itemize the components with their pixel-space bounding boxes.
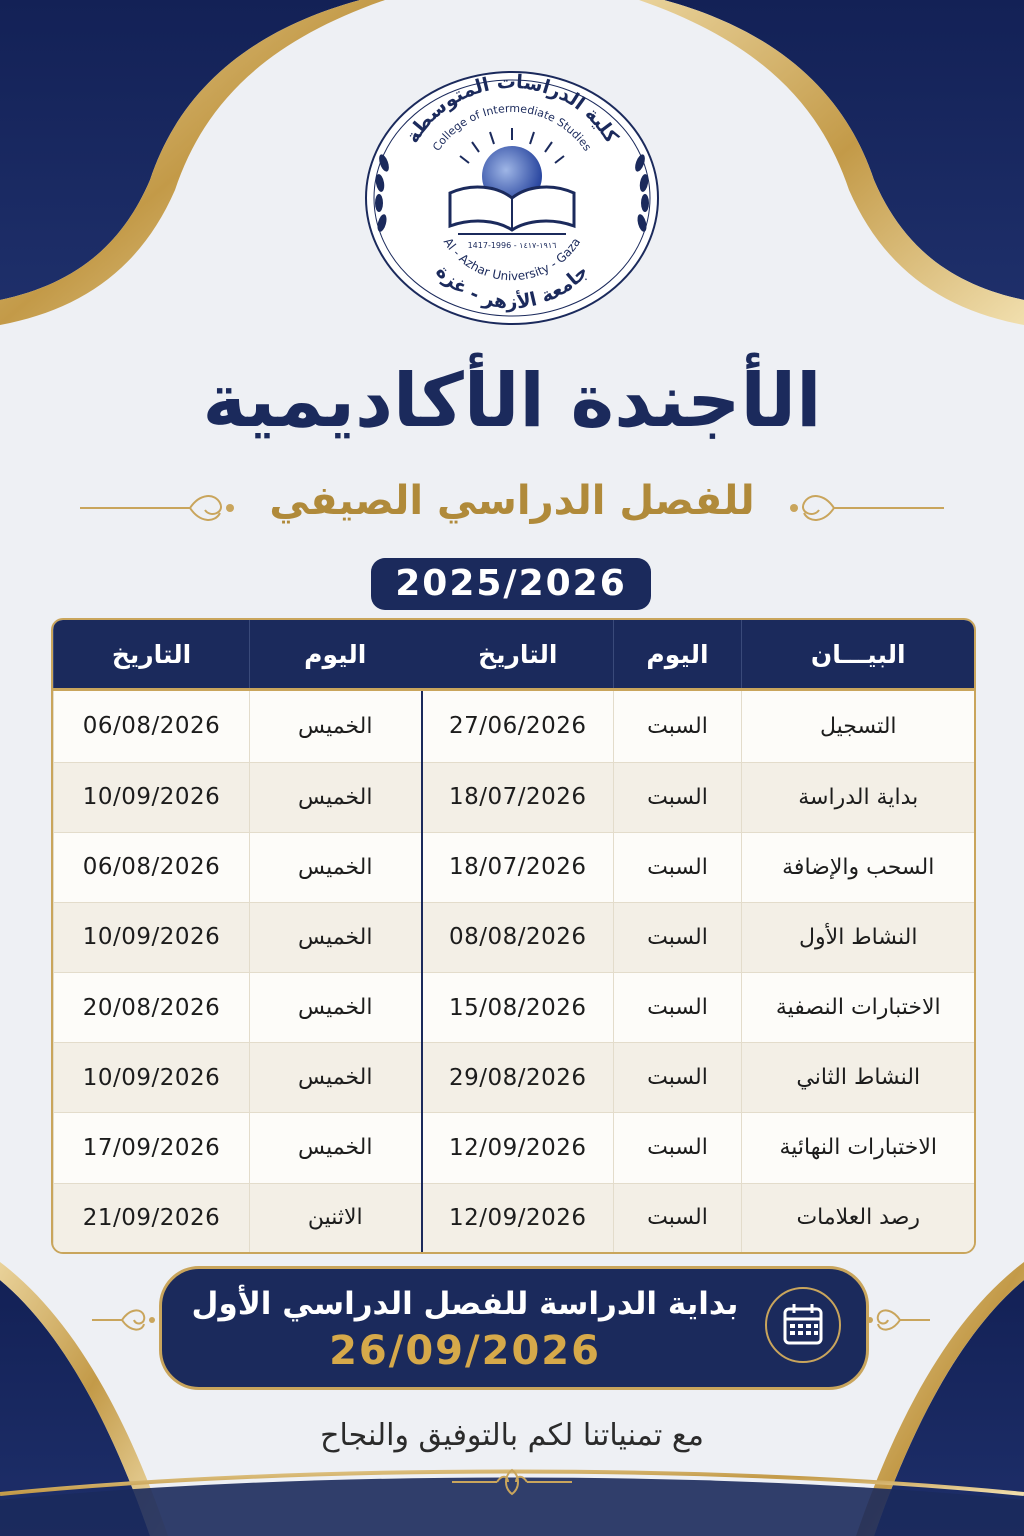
table-header-row [54, 620, 975, 690]
event-name: النشاط الثاني [742, 1043, 975, 1113]
end-day: الخميس [250, 690, 422, 763]
end-date: 10/09/2026 [54, 1043, 250, 1113]
end-date: 06/08/2026 [54, 690, 250, 763]
event-name: التسجيل [742, 690, 975, 763]
ornament-banner-left-icon [92, 1296, 156, 1344]
svg-text:College of Intermediate Studie: College of Intermediate Studies [430, 101, 594, 154]
banner-text: بداية الدراسة للفصل الدراسي الأول [191, 1286, 739, 1322]
end-day: الخميس [250, 762, 422, 832]
table-row [54, 762, 975, 832]
end-date: 10/09/2026 [54, 762, 250, 832]
event-name: الاختبارات النصفية [742, 973, 975, 1043]
end-date: 06/08/2026 [54, 832, 250, 902]
calendar-icon [767, 1289, 839, 1361]
ornament-bottom-icon [452, 1462, 572, 1502]
svg-text:Al - Azhar University - Gaza: Al - Azhar University - Gaza [440, 235, 584, 284]
closing-wish: مع تمنياتنا لكم بالتوفيق والنجاح [320, 1418, 704, 1453]
start-date: 12/09/2026 [422, 1113, 614, 1183]
start-day: السبت [614, 690, 742, 763]
start-day: السبت [614, 973, 742, 1043]
svg-text:كلية الدراسات المتوسطة: كلية الدراسات المتوسطة [401, 70, 623, 147]
header-start-day: اليوم [614, 620, 742, 690]
end-day: الخميس [250, 902, 422, 972]
event-name: السحب والإضافة [742, 832, 975, 902]
banner-date: 26/09/2026 [329, 1328, 601, 1374]
start-date: 18/07/2026 [422, 832, 614, 902]
table-row [54, 1113, 975, 1183]
end-day: الاثنين [250, 1183, 422, 1252]
start-date: 08/08/2026 [422, 902, 614, 972]
start-day: السبت [614, 902, 742, 972]
start-day: السبت [614, 1113, 742, 1183]
start-date: 12/09/2026 [422, 1183, 614, 1252]
start-day: السبت [614, 1043, 742, 1113]
end-day: الخميس [250, 973, 422, 1043]
event-name: بداية الدراسة [742, 762, 975, 832]
table-row [54, 1043, 975, 1113]
event-name: رصد العلامات [742, 1183, 975, 1252]
table-row [54, 832, 975, 902]
subtitle: للفصل الدراسي الصيفي [269, 478, 755, 524]
start-date: 15/08/2026 [422, 973, 614, 1043]
table-row [54, 690, 975, 763]
end-date: 20/08/2026 [54, 973, 250, 1043]
table-row [54, 973, 975, 1043]
ornament-right-icon [784, 478, 944, 538]
svg-text:جامعة الأزهر - غزة: جامعة الأزهر - غزة [431, 260, 593, 314]
header-description: البيـــان [742, 620, 975, 690]
calendar-icon-container [765, 1287, 841, 1363]
college-logo [362, 68, 662, 328]
event-name: النشاط الأول [742, 902, 975, 972]
start-day: السبت [614, 1183, 742, 1252]
start-date: 27/06/2026 [422, 690, 614, 763]
start-day: السبت [614, 762, 742, 832]
academic-year-badge: 2025/2026 [371, 558, 651, 610]
end-date: 17/09/2026 [54, 1113, 250, 1183]
table-row [54, 1183, 975, 1252]
svg-text:1417-1996 - ١٩١٦-١٤١٧: 1417-1996 - ١٩١٦-١٤١٧ [467, 241, 557, 250]
header-end-date: التاريخ [54, 620, 250, 690]
start-day: السبت [614, 832, 742, 902]
start-date: 29/08/2026 [422, 1043, 614, 1113]
ornament-banner-right-icon [866, 1296, 930, 1344]
end-date: 21/09/2026 [54, 1183, 250, 1252]
end-day: الخميس [250, 1043, 422, 1113]
start-date: 18/07/2026 [422, 762, 614, 832]
agenda-table [51, 618, 976, 1254]
end-date: 10/09/2026 [54, 902, 250, 972]
end-day: الخميس [250, 1113, 422, 1183]
event-name: الاختبارات النهائية [742, 1113, 975, 1183]
header-end-day: اليوم [250, 620, 422, 690]
end-day: الخميس [250, 832, 422, 902]
page-title: الأجندة الأكاديمية [202, 358, 822, 444]
header-start-date: التاريخ [422, 620, 614, 690]
table-row [54, 902, 975, 972]
